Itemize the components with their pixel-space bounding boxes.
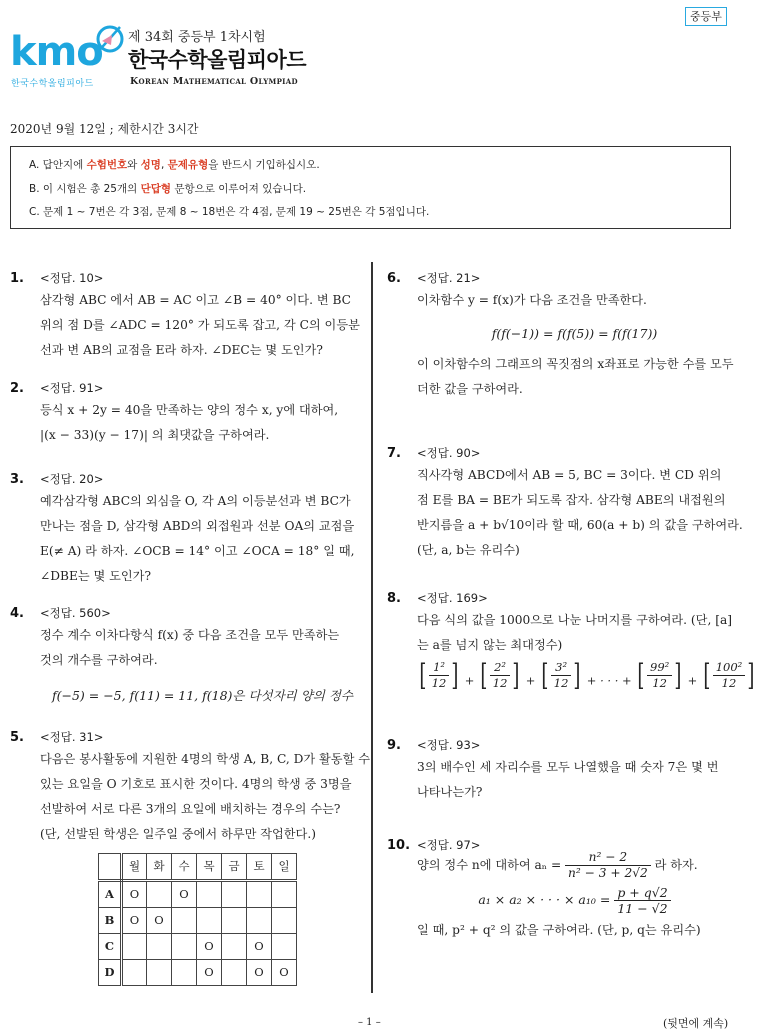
question-number: 3. <box>10 472 24 487</box>
question-text: 만나는 점을 D, 삼각형 ABD의 외접원과 선분 OA의 교점을 <box>40 519 355 533</box>
fraction-denominator: 12 <box>431 676 447 690</box>
instruction-text: 을 반드시 기입하십시오. <box>208 159 320 171</box>
table-header-row <box>99 854 297 881</box>
question-text: 것의 개수를 구하여라. <box>40 653 158 667</box>
table-cell <box>172 960 197 986</box>
question-text-suffix: 라 하자. <box>654 858 698 872</box>
question-2 <box>10 376 365 448</box>
product-equation <box>417 881 732 918</box>
floor-term: [ $\frac{\text{100²}}{12}$ ] <box>703 657 755 693</box>
answer-label: <정답. 31> <box>40 730 104 744</box>
question-6 <box>387 266 732 402</box>
table-header-cell <box>99 854 122 881</box>
instruction-c: C. 문제 1 ~ 7번은 각 3점, 문제 8 ~ 18번은 각 4점, 문제 19 ~ 25번은 각 5점입니다. <box>29 206 430 218</box>
condition-equation: f(f(−1)) = f(f(5)) = f(f(17)) <box>491 326 658 341</box>
floor-term: [ $\frac{\text{99²}}{12}$ ] <box>637 657 682 693</box>
fraction-numerator: p + q√2 <box>614 885 670 901</box>
table-cell: O <box>272 960 297 986</box>
exam-date-line: 2020년 9월 12일 ; 제한시간 3시간 <box>10 122 199 136</box>
question-text: 선과 변 AB의 교점을 E라 하자. ∠DEC는 몇 도인가? <box>40 343 323 357</box>
instructions-box <box>10 146 731 229</box>
question-number: 10. <box>387 838 411 853</box>
table-header-cell: 수 <box>172 854 197 881</box>
question-text: 반지름을 a + b√10이라 할 때, 60(a + b) 의 값을 구하여라. <box>417 518 743 532</box>
table-cell: O <box>247 960 272 986</box>
question-text: 직사각형 ABCD에서 AB = 5, BC = 3이다. 변 CD 위의 <box>417 468 722 482</box>
plus-sign: + <box>525 673 536 688</box>
fraction-numerator: 100² <box>713 660 746 676</box>
table-cell <box>222 881 247 908</box>
table-cell <box>147 934 172 960</box>
table-cell <box>247 908 272 934</box>
table-cell <box>272 908 297 934</box>
table-cell: O <box>197 960 222 986</box>
question-1 <box>10 266 365 363</box>
table-header-cell: 월 <box>122 854 147 881</box>
plus-sign: + <box>687 673 698 688</box>
answer-label: <정답. 97> <box>417 838 481 852</box>
answer-label: <정답. 21> <box>417 271 481 285</box>
logo-subtitle: 한국수학올림피아드 <box>11 79 94 89</box>
question-text: 나타나는가? <box>417 785 483 799</box>
question-text <box>417 849 732 881</box>
question-text: 이 이차함수의 그래프의 꼭짓점의 x좌표로 가능한 수를 모두 <box>417 357 734 371</box>
fraction-denominator: 11 − √2 <box>617 901 668 916</box>
table-header-cell: 금 <box>222 854 247 881</box>
question-number: 4. <box>10 606 24 621</box>
table-cell <box>222 908 247 934</box>
question-text: 일 때, p² + q² 의 값을 구하여라. (단, p, q는 유리수) <box>417 923 701 937</box>
highlight-text: 문제유형 <box>167 159 209 171</box>
floor-term: [ $\frac{\text{3²}}{12}$ ] <box>541 657 581 693</box>
floor-term: [ $\frac{\text{1²}}{12}$ ] <box>419 657 459 693</box>
table-header-cell: 일 <box>272 854 297 881</box>
answer-label: <정답. 93> <box>417 738 481 752</box>
question-4 <box>10 601 365 714</box>
instruction-text: B. 이 시험은 총 25개의 <box>29 182 141 195</box>
highlight-text: 단답형 <box>140 182 172 195</box>
question-text: |(x − 33)(y − 17)| 의 최댓값을 구하여라. <box>40 428 270 442</box>
table-cell <box>147 960 172 986</box>
sequence-fraction <box>565 850 651 881</box>
question-10 <box>387 833 732 943</box>
question-text: 등식 x + 2y = 40을 만족하는 양의 정수 x, y에 대하여, <box>40 403 339 417</box>
fraction-numerator: 1² <box>429 660 450 676</box>
exam-title-english: Korean Mathematical Olympiad <box>130 76 298 87</box>
question-number: 9. <box>387 738 401 753</box>
fraction-numerator: 99² <box>647 660 672 676</box>
fraction-denominator: 12 <box>721 676 737 690</box>
floor-term: [ $\frac{\text{2²}}{12}$ ] <box>480 657 520 693</box>
instruction-text: 문항으로 이루어져 있습니다. <box>171 182 307 195</box>
instruction-text: 와 <box>127 159 141 171</box>
table-cell <box>122 934 147 960</box>
answer-label: <정답. 90> <box>417 446 481 460</box>
question-7 <box>387 441 743 563</box>
question-text: (단, 선발된 학생은 일주일 중에서 하루만 작업한다.) <box>40 827 316 841</box>
instruction-text: A. 답안지에 <box>29 159 87 171</box>
ellipsis: + · · · + <box>586 673 632 688</box>
fraction-denominator: 12 <box>553 676 569 690</box>
highlight-text: 수험번호 <box>86 159 128 171</box>
question-number: 1. <box>10 271 24 286</box>
condition-equation: f(−5) = −5, f(11) = 11, f(18)은 다섯자리 양의 정수 <box>51 688 354 703</box>
availability-table <box>98 853 297 986</box>
instruction-b <box>29 179 730 203</box>
answer-label: <정답. 169> <box>417 591 488 605</box>
highlight-text: 성명 <box>140 159 161 171</box>
question-number: 6. <box>387 271 401 286</box>
question-number: 7. <box>387 446 401 461</box>
fraction-numerator: 2² <box>490 660 511 676</box>
instruction-text: , <box>160 159 168 171</box>
table-row <box>99 881 297 908</box>
question-text: E(≠ A) 라 하자. ∠OCB = 14° 이고 ∠OCA = 18° 일 때, <box>40 544 355 558</box>
continue-note: (뒷면에 계속) <box>663 1017 729 1030</box>
table-header-cell: 목 <box>197 854 222 881</box>
table-cell <box>197 881 222 908</box>
table-cell: O <box>197 934 222 960</box>
fraction-numerator: 3² <box>551 660 572 676</box>
table-cell: O <box>247 934 272 960</box>
logo-text: kmo <box>10 29 103 75</box>
page-number: – 1 – <box>358 1017 381 1028</box>
division-badge: 중등부 <box>685 7 727 26</box>
question-number: 2. <box>10 381 24 396</box>
answer-label: <정답. 560> <box>40 606 111 620</box>
table-header-cell: 토 <box>247 854 272 881</box>
table-cell: O <box>147 908 172 934</box>
column-divider <box>371 262 373 993</box>
question-text: 이차함수 y = f(x)가 다음 조건을 만족한다. <box>417 293 647 307</box>
question-text: 정수 계수 이차다항식 f(x) 중 다음 조건을 모두 만족하는 <box>40 628 340 642</box>
answer-label: <정답. 20> <box>40 472 104 486</box>
table-row <box>99 934 297 960</box>
answer-label: <정답. 10> <box>40 271 104 285</box>
answer-label: <정답. 91> <box>40 381 104 395</box>
table-cell <box>222 934 247 960</box>
table-row <box>99 960 297 986</box>
table-row-label: A <box>99 881 122 908</box>
plus-sign: + <box>464 673 475 688</box>
question-text: 다음은 봉사활동에 지원한 4명의 학생 A, B, C, D가 활동할 수 <box>40 752 370 766</box>
exam-round: 제 34회 중등부 1차시험 <box>128 30 266 45</box>
exam-title: 한국수학올림피아드 <box>128 48 307 72</box>
question-text: 는 a를 넘지 않는 최대정수) <box>417 638 563 652</box>
question-5 <box>10 725 370 986</box>
table-cell: O <box>172 881 197 908</box>
question-text: 선발하여 서로 다른 3개의 요일에 배치하는 경우의 수는? <box>40 802 341 816</box>
question-number: 5. <box>10 730 24 745</box>
table-header-cell: 화 <box>147 854 172 881</box>
table-cell <box>272 934 297 960</box>
question-text: 점 E를 BA = BE가 되도록 잡자. 삼각형 ABE의 내접원의 <box>417 493 726 507</box>
question-text: 위의 점 D를 ∠ADC = 120° 가 되도록 잡고, 각 C의 이등분 <box>40 318 360 332</box>
instruction-a <box>29 155 730 179</box>
fraction-numerator: n² − 2 <box>565 850 651 866</box>
question-9 <box>387 733 732 805</box>
table-row-label: B <box>99 908 122 934</box>
fraction-denominator: 12 <box>652 676 667 690</box>
table-row-label: C <box>99 934 122 960</box>
question-number: 8. <box>387 591 401 606</box>
fraction-denominator: n² − 3 + 2√2 <box>568 866 648 880</box>
question-text: 삼각형 ABC 에서 AB = AC 이고 ∠B = 40° 이다. 변 BC <box>40 293 351 307</box>
fraction-denominator: 12 <box>492 676 508 690</box>
question-text: 더한 값을 구하여라. <box>417 382 523 396</box>
table-cell <box>222 960 247 986</box>
table-cell <box>122 960 147 986</box>
table-cell: O <box>122 881 147 908</box>
question-text: 있는 요일을 O 기호로 표시한 것이다. 4명의 학생 중 3명을 <box>40 777 352 791</box>
question-3 <box>10 467 365 589</box>
table-row <box>99 908 297 934</box>
table-cell <box>272 881 297 908</box>
question-8 <box>387 586 755 694</box>
question-text: 다음 식의 값을 1000으로 나눈 나머지를 구하여라. (단, [a] <box>417 613 732 627</box>
product-fraction <box>614 885 670 916</box>
floor-sum-expression <box>417 657 755 694</box>
table-row-label: D <box>99 960 122 986</box>
question-text: (단, a, b는 유리수) <box>417 543 520 557</box>
table-cell <box>247 881 272 908</box>
equation-lhs: a₁ × a₂ × · · · × a₁₀ = <box>478 892 611 907</box>
question-text-prefix: 양의 정수 n에 대하여 aₙ = <box>417 858 562 872</box>
kmo-logo <box>10 24 128 90</box>
question-text: ∠DBE는 몇 도인가? <box>40 569 151 583</box>
table-cell <box>197 908 222 934</box>
table-cell: O <box>122 908 147 934</box>
table-cell <box>172 934 197 960</box>
table-cell <box>172 908 197 934</box>
question-text: 3의 배수인 세 자리수를 모두 나열했을 때 숫자 7은 몇 번 <box>417 760 719 774</box>
table-cell <box>147 881 172 908</box>
question-text: 예각삼각형 ABC의 외심을 O, 각 A의 이등분선과 변 BC가 <box>40 494 351 508</box>
